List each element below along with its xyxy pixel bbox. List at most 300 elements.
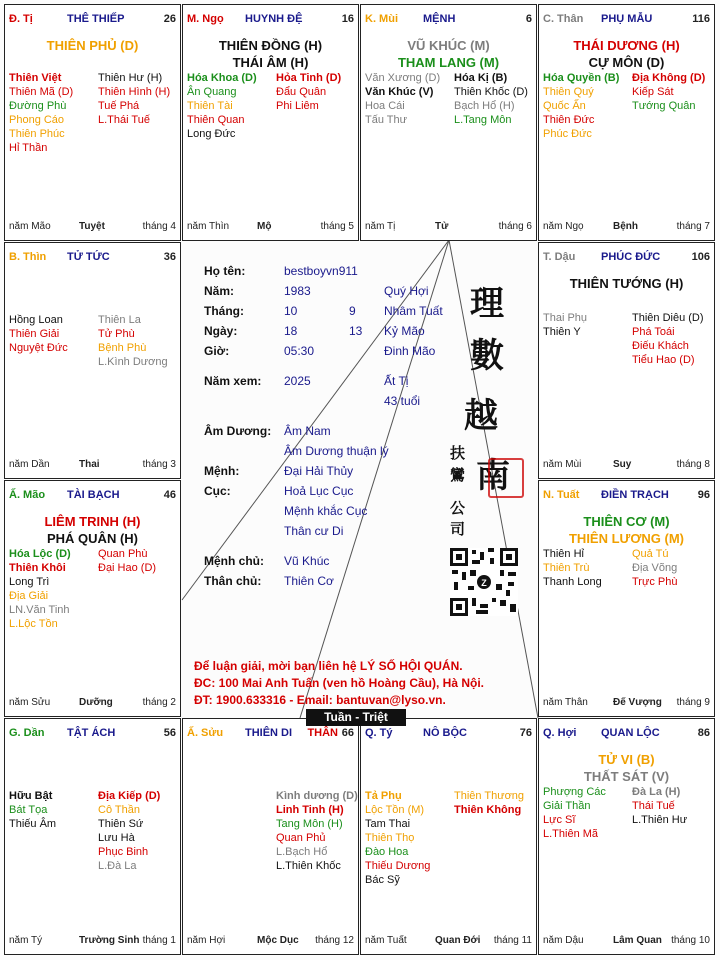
- palace-header: [543, 251, 710, 265]
- palace-footer: [9, 935, 176, 948]
- palace-month: tháng 10: [671, 935, 710, 946]
- than-chu-value: Thiên Cơ: [284, 574, 334, 588]
- main-star: THIÊN CƠ (M): [583, 514, 670, 529]
- minor-stars-left: [9, 313, 68, 355]
- minor-star: Đại Hao (D): [98, 562, 157, 574]
- minor-stars-left: [543, 785, 606, 841]
- minor-star: Văn Khúc (V): [365, 86, 434, 98]
- minor-star: Thiên Tài: [187, 100, 233, 112]
- hour-can: Đinh Mão: [384, 344, 436, 358]
- palace-year: năm Dậu: [543, 935, 584, 946]
- view-year-can: Ất Tị: [384, 374, 409, 388]
- minor-stars-left: [9, 71, 73, 155]
- minor-star: L.Kình Dương: [98, 356, 168, 368]
- minor-stars-right: [632, 71, 705, 113]
- minor-star: Thiên Y: [543, 326, 581, 338]
- minor-star: Linh Tinh (H): [276, 804, 344, 816]
- minor-stars-right: [98, 547, 156, 575]
- main-stars: [539, 275, 714, 292]
- minor-star: Thiên Thương: [454, 790, 525, 802]
- palace-header: [365, 727, 532, 741]
- minor-star: Thiên Hư (H): [98, 72, 163, 84]
- palace-number: 76: [519, 727, 532, 739]
- am-duong-value: Âm Nam: [284, 424, 331, 438]
- palace-name: PHÚC ĐỨC: [601, 251, 661, 263]
- palace-number: 96: [697, 489, 710, 501]
- minor-star: Thiên Diêu (D): [632, 312, 704, 324]
- palace-name: THIÊN DI: [245, 727, 293, 739]
- palace-stage: Mộc Dục: [257, 935, 299, 946]
- view-year-value: 2025: [284, 374, 311, 388]
- palace-branch: C. Thân: [543, 13, 584, 25]
- palace-branch: G. Dần: [9, 727, 45, 739]
- stamp-char-2: 鸞: [450, 466, 466, 484]
- main-stars: [539, 751, 714, 785]
- palace-than[interactable]: [538, 4, 715, 241]
- main-star: VŨ KHÚC (M): [407, 38, 490, 53]
- palace-footer: [187, 935, 354, 948]
- minor-star: Thiên La: [98, 314, 141, 326]
- palace-number: 56: [163, 727, 176, 739]
- minor-star: Lộc Tồn (M): [365, 804, 425, 816]
- year-value: 1983: [284, 284, 311, 298]
- day-solar: 18: [284, 324, 298, 338]
- minor-star: Hồng Loan: [9, 314, 63, 326]
- minor-star: Bát Tọa: [9, 804, 48, 816]
- palace-name: TẬT ÁCH: [67, 727, 116, 739]
- palace-mui[interactable]: [360, 4, 537, 241]
- minor-star: Địa Kiếp (D): [98, 790, 161, 802]
- minor-star: Bệnh Phù: [98, 342, 147, 354]
- palace-branch: Ấ. Sửu: [187, 727, 224, 739]
- minor-star: Long Trì: [9, 576, 50, 588]
- minor-star: Hoa Cái: [365, 100, 405, 112]
- palace-footer: [9, 221, 176, 234]
- palace-footer: [543, 221, 710, 234]
- palace-footer: [365, 935, 532, 948]
- minor-star: Bạch Hổ (H): [454, 100, 515, 112]
- minor-stars-left: [9, 547, 71, 631]
- minor-star: L.Thiên Hư: [632, 814, 688, 826]
- palace-year: năm Hợi: [187, 935, 226, 946]
- palace-branch: Đ. Tị: [9, 13, 33, 25]
- minor-star: Thiên Hình (H): [98, 86, 171, 98]
- am-duong-label: Âm Dương:: [204, 424, 272, 438]
- minor-star: Kình dương (D): [276, 790, 358, 802]
- palace-stage: Quan Đới: [435, 935, 481, 946]
- palace-footer: [9, 697, 176, 710]
- palace-dan[interactable]: [4, 718, 181, 955]
- palace-stage: Thai: [79, 459, 100, 470]
- palace-number: 106: [691, 251, 710, 263]
- cuc-value: Hoả Lục Cục: [284, 484, 354, 498]
- hour-label: Giờ:: [204, 344, 230, 358]
- palace-stage: Mộ: [257, 221, 272, 232]
- menh-value: Đại Hải Thủy: [284, 464, 354, 478]
- main-star: THIÊN TƯỚNG (H): [569, 276, 684, 291]
- month-lunar: 9: [349, 304, 356, 318]
- palace-name: NÔ BỘC: [423, 727, 467, 739]
- minor-star: Tướng Quân: [632, 100, 696, 112]
- minor-star: Thiên Sứ: [98, 818, 144, 830]
- main-star: THAM LANG (M): [397, 55, 500, 70]
- palace-tuat[interactable]: [538, 480, 715, 717]
- minor-star: Giải Thần: [543, 800, 591, 812]
- menh-row: [204, 464, 464, 478]
- palace-year: năm Ngọ: [543, 221, 584, 232]
- minor-star: Đào Hoa: [365, 846, 409, 858]
- palace-ngo[interactable]: [182, 4, 359, 241]
- minor-star: Tấu Thư: [365, 114, 408, 126]
- palace-name: TỬ TỨC: [67, 251, 110, 263]
- minor-star: L.Đà La: [98, 860, 137, 872]
- am-duong-note: Âm Dương thuận lý: [284, 444, 389, 458]
- minor-stars-right: [98, 789, 160, 873]
- palace-year: năm Mùi: [543, 459, 582, 470]
- palace-month: tháng 3: [142, 459, 176, 470]
- palace-hoi[interactable]: [538, 718, 715, 955]
- minor-star: L.Thiên Mã: [543, 828, 599, 840]
- minor-star: LN.Văn Tinh: [9, 604, 70, 616]
- palace-number: 66: [341, 727, 354, 739]
- minor-star: Thiên Hỉ: [543, 548, 584, 560]
- main-star: THÁI ÂM (H): [232, 55, 309, 70]
- menh-chu-value: Vũ Khúc: [284, 554, 330, 568]
- minor-star: Địa Giải: [9, 590, 49, 602]
- minor-star: Tam Thai: [365, 818, 411, 830]
- main-star: LIÊM TRINH (H): [44, 514, 141, 529]
- minor-star: Hữu Bật: [9, 790, 53, 802]
- palace-month: tháng 8: [676, 459, 710, 470]
- main-star: THIÊN LƯƠNG (M): [568, 531, 685, 546]
- minor-star: Đẩu Quân: [276, 86, 327, 98]
- minor-star: Văn Xương (D): [365, 72, 441, 84]
- main-star: TỬ VI (B): [598, 752, 655, 767]
- svg-text:Z: Z: [481, 578, 487, 588]
- month-can: Nhâm Tuất: [384, 304, 443, 318]
- minor-star: Ân Quang: [187, 86, 237, 98]
- palace-year: năm Thìn: [187, 221, 230, 232]
- minor-star: Thiên Việt: [9, 72, 62, 84]
- cuc-note-1: Mệnh khắc Cục: [284, 504, 368, 518]
- palace-branch: M. Ngọ: [187, 13, 224, 25]
- minor-star: Địa Không (D): [632, 72, 706, 84]
- palace-branch: Q. Hợi: [543, 727, 577, 739]
- minor-star: Quốc Ấn: [543, 100, 586, 112]
- main-star: THẤT SÁT (V): [583, 769, 670, 784]
- palace-header: [187, 13, 354, 27]
- palace-year: năm Tý: [9, 935, 43, 946]
- palace-stage: Lâm Quan: [613, 935, 662, 946]
- minor-star: Thiên Quan: [187, 114, 245, 126]
- minor-star: Bác Sỹ: [365, 874, 400, 886]
- palace-header: [9, 13, 176, 27]
- palace-branch: B. Thìn: [9, 251, 47, 263]
- tuan-triet-badge: Tuần - Triệt: [306, 709, 406, 726]
- minor-star: Thái Tuế: [632, 800, 675, 812]
- minor-star: Thiên Mã (D): [9, 86, 74, 98]
- minor-stars-right: [98, 71, 170, 127]
- palace-branch: T. Dậu: [543, 251, 576, 263]
- minor-star: Phong Cáo: [9, 114, 65, 126]
- cuc-note-2: Thân cư Di: [284, 524, 344, 538]
- minor-star: Địa Võng: [632, 562, 678, 574]
- palace-ti[interactable]: [4, 4, 181, 241]
- minor-stars-right: [632, 311, 704, 367]
- palace-name: TÀI BẠCH: [67, 489, 120, 501]
- minor-star: L.Tang Môn: [454, 114, 512, 126]
- palace-header: [543, 13, 710, 27]
- cuc-label: Cục:: [204, 484, 231, 498]
- calligraphy-char-3: 越: [464, 396, 498, 436]
- calligraphy-char-2: 數: [470, 336, 504, 376]
- center-info-panel: [182, 242, 536, 716]
- minor-stars-right: [632, 785, 687, 827]
- red-seal-icon: [488, 458, 524, 498]
- palace-branch: N. Tuất: [543, 489, 580, 501]
- palace-dau[interactable]: [538, 242, 715, 479]
- minor-star: Lực Sĩ: [543, 814, 576, 826]
- palace-year: năm Tị: [365, 221, 396, 232]
- minor-star: Phục Binh: [98, 846, 149, 858]
- main-stars: [361, 37, 536, 71]
- minor-star: Thiên Không: [454, 804, 522, 816]
- main-star: CỰ MÔN (D): [588, 55, 665, 70]
- palace-header: [9, 489, 176, 503]
- year-row: [204, 284, 464, 298]
- minor-star: Phượng Các: [543, 786, 606, 798]
- palace-header: [9, 251, 176, 265]
- palace-stage: Dưỡng: [79, 697, 113, 708]
- palace-thin[interactable]: [4, 242, 181, 479]
- minor-star: Hóa Kị (B): [454, 72, 508, 84]
- day-label: Ngày:: [204, 324, 238, 338]
- palace-branch: Ấ. Mão: [9, 489, 46, 501]
- minor-stars-left: [543, 311, 587, 339]
- palace-footer: [543, 935, 710, 948]
- minor-star: Thiếu Dương: [365, 860, 431, 872]
- menh-label: Mệnh:: [204, 464, 240, 478]
- palace-month: tháng 9: [676, 697, 710, 708]
- palace-name: MỆNH: [423, 13, 456, 25]
- palace-branch: Q. Tý: [365, 727, 393, 739]
- minor-star: L.Bạch Hổ: [276, 846, 328, 858]
- palace-suu[interactable]: [182, 718, 359, 955]
- hour-row: [204, 344, 464, 358]
- minor-star: Thiên Đức: [543, 114, 595, 126]
- minor-stars-left: [543, 547, 602, 589]
- palace-month: tháng 11: [493, 935, 532, 946]
- palace-name: HUYNH ĐỆ: [245, 13, 303, 25]
- palace-number: 36: [163, 251, 176, 263]
- main-stars: [183, 37, 358, 71]
- palace-stage: Suy: [613, 459, 632, 470]
- am-duong-row: [204, 424, 464, 438]
- minor-stars-right: [98, 313, 168, 369]
- day-can: Kỷ Mão: [384, 324, 425, 338]
- minor-star: Kiếp Sát: [632, 86, 674, 98]
- minor-star: Quả Tú: [632, 548, 669, 560]
- minor-star: Cô Thần: [98, 804, 140, 816]
- palace-year: năm Thân: [543, 697, 588, 708]
- palace-footer: [543, 459, 710, 472]
- calligraphy-char-4: 南: [476, 456, 510, 496]
- palace-month: tháng 1: [142, 935, 176, 946]
- minor-stars-right: [454, 789, 524, 817]
- minor-star: Hóa Quyền (B): [543, 72, 620, 84]
- palace-month: tháng 6: [498, 221, 532, 232]
- view-year-row: [204, 374, 464, 388]
- palace-branch: K. Mùi: [365, 13, 398, 25]
- year-lunar: Quý Hợi: [384, 284, 429, 298]
- minor-star: Tiểu Hao (D): [632, 354, 695, 366]
- minor-stars-left: [365, 789, 430, 887]
- main-star: THÁI DƯƠNG (H): [573, 38, 680, 53]
- minor-star: Lưu Hà: [98, 832, 135, 844]
- minor-star: Thiên Thọ: [365, 832, 415, 844]
- month-row: [204, 304, 464, 318]
- minor-stars-left: [187, 71, 257, 141]
- minor-star: Quan Phủ: [276, 832, 326, 844]
- palace-name: ĐIỀN TRẠCH: [601, 489, 669, 501]
- palace-month: tháng 2: [142, 697, 176, 708]
- qr-code-icon[interactable]: [450, 548, 518, 616]
- minor-star: Hỏa Tinh (D): [276, 72, 342, 84]
- than-tag: THÂN: [307, 727, 338, 739]
- minor-star: Đà La (H): [632, 786, 681, 798]
- palace-year: năm Dần: [9, 459, 50, 470]
- palace-year: năm Sửu: [9, 697, 51, 708]
- contact-line-1: Để luận giải, mời bạn liên hệ LÝ SỐ HỘI QUÁN.: [194, 659, 463, 673]
- minor-star: Thiên Phúc: [9, 128, 65, 140]
- name-value: bestboyvn911: [284, 264, 358, 278]
- minor-star: Hóa Lộc (D): [9, 548, 71, 560]
- minor-star: Thiên Giải: [9, 328, 60, 340]
- stamp-char-3: 公: [450, 499, 466, 517]
- palace-stage: Đế Vượng: [613, 697, 662, 708]
- palace-number: 116: [692, 13, 710, 25]
- minor-star: Trực Phù: [632, 576, 678, 588]
- than-chu-label: Thân chủ:: [204, 574, 262, 588]
- palace-month: tháng 7: [676, 221, 710, 232]
- minor-star: L.Thái Tuế: [98, 114, 150, 126]
- minor-star: Tử Phù: [98, 328, 135, 340]
- stamp-char-1: 扶: [450, 444, 466, 462]
- palace-stage: Trường Sinh: [79, 935, 140, 946]
- minor-stars-left: [543, 71, 619, 141]
- minor-star: Tang Môn (H): [276, 818, 343, 830]
- minor-stars-right: [632, 547, 677, 589]
- main-stars: [539, 513, 714, 547]
- minor-stars-left: [9, 789, 56, 831]
- main-star: THIÊN ĐỒNG (H): [218, 38, 323, 53]
- day-lunar: 13: [349, 324, 363, 338]
- palace-month: tháng 4: [142, 221, 176, 232]
- month-solar: 10: [284, 304, 298, 318]
- palace-stage: Tuyệt: [79, 221, 105, 232]
- stamp-char-4: 司: [450, 520, 466, 538]
- minor-star: Thiên Quý: [543, 86, 594, 98]
- menh-chu-label: Mệnh chủ:: [204, 554, 264, 568]
- minor-star: Hỉ Thần: [9, 142, 48, 154]
- palace-month: tháng 5: [320, 221, 354, 232]
- minor-stars-left: [365, 71, 440, 127]
- minor-star: Quan Phù: [98, 548, 148, 560]
- minor-star: Hóa Khoa (D): [187, 72, 257, 84]
- palace-header: [365, 13, 532, 27]
- palace-header: [543, 489, 710, 503]
- view-year-label: Năm xem:: [204, 374, 262, 388]
- minor-star: Đường Phù: [9, 100, 67, 112]
- minor-star: Thiếu Âm: [9, 818, 57, 830]
- palace-name: PHỤ MẪU: [601, 13, 653, 25]
- palace-stage: Tử: [435, 221, 449, 232]
- palace-name: QUAN LỘC: [601, 727, 660, 739]
- minor-star: Thai Phụ: [543, 312, 588, 324]
- minor-stars-right: [276, 789, 358, 873]
- minor-star: Phi Liêm: [276, 100, 319, 112]
- minor-star: Phúc Đức: [543, 128, 592, 140]
- main-star: THIÊN PHỦ (D): [46, 38, 139, 53]
- palace-number: 26: [163, 13, 176, 25]
- minor-star: Thiên Trù: [543, 562, 590, 574]
- palace-ty_chuot[interactable]: [360, 718, 537, 955]
- palace-footer: [187, 221, 354, 234]
- palace-footer: [9, 459, 176, 472]
- palace-number: 16: [341, 13, 354, 25]
- contact-line-2: ĐC: 100 Mai Anh Tuấn (ven hồ Hoàng Cầu), Hà Nội.: [194, 676, 485, 690]
- palace-year: năm Mão: [9, 221, 51, 232]
- month-label: Tháng:: [204, 304, 244, 318]
- palace-footer: [543, 697, 710, 710]
- palace-footer: [365, 221, 532, 234]
- palace-header: [187, 727, 354, 741]
- main-stars: [539, 37, 714, 71]
- minor-star: Tuế Phá: [98, 100, 140, 112]
- palace-header: [9, 727, 176, 741]
- minor-star: L.Lộc Tồn: [9, 618, 58, 630]
- minor-stars-right: [276, 71, 341, 113]
- day-row: [204, 324, 464, 338]
- than-chu-row: [204, 574, 464, 588]
- main-stars: [5, 513, 180, 547]
- hour-value: 05:30: [284, 344, 315, 358]
- palace-year: năm Tuất: [365, 935, 407, 946]
- palace-stage: Bệnh: [613, 221, 638, 232]
- menh-chu-row: [204, 554, 464, 568]
- year-label: Năm:: [204, 284, 235, 298]
- main-star: PHÁ QUÂN (H): [47, 531, 138, 546]
- minor-star: Nguyệt Đức: [9, 342, 68, 354]
- name-row: [204, 264, 358, 278]
- name-label: Họ tên:: [204, 264, 246, 278]
- minor-star: Phá Toái: [632, 326, 675, 338]
- minor-star: Long Đức: [187, 128, 236, 140]
- minor-star: Điếu Khách: [632, 340, 689, 352]
- minor-star: Thiên Khốc (D): [454, 86, 528, 98]
- palace-mao[interactable]: [4, 480, 181, 717]
- minor-star: Tả Phụ: [365, 790, 402, 802]
- calligraphy-char-1: 理: [470, 284, 504, 324]
- palace-number: 46: [163, 489, 176, 501]
- minor-star: Thiên Khôi: [9, 562, 66, 574]
- palace-number: 86: [697, 727, 710, 739]
- age-value: 43 tuổi: [384, 394, 421, 408]
- palace-number: 6: [525, 13, 532, 25]
- palace-header: [543, 727, 710, 741]
- minor-stars-right: [454, 71, 528, 127]
- contact-line-3[interactable]: ĐT: 1900.633316 - Email: bantuvan@lyso.vn.: [194, 693, 446, 707]
